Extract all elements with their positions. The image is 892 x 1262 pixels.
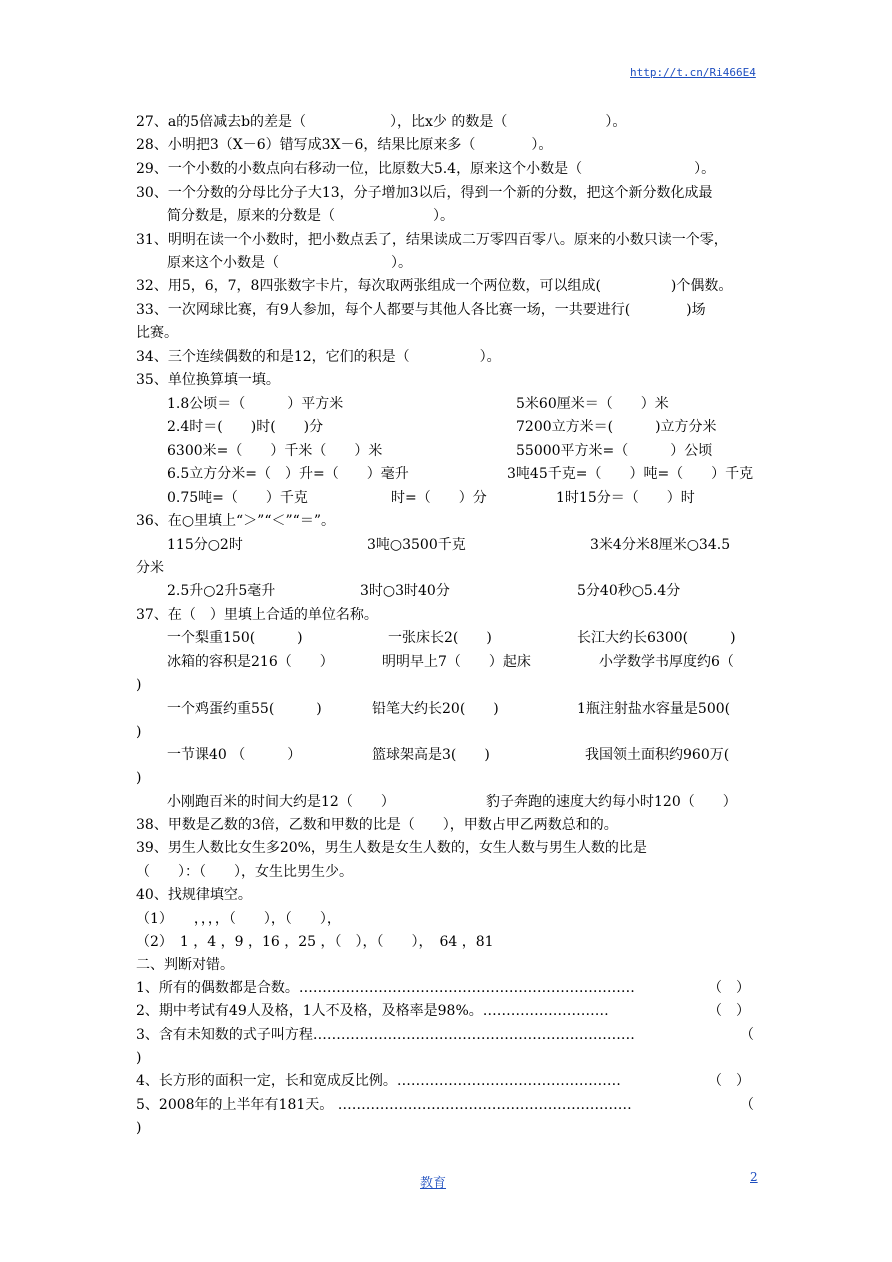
q37-item-wrap: ) <box>136 724 142 740</box>
q32: 32、用5，6，7，8四张数字卡片，每次取两张组成一个两位数，可以组成( )个偶数。 <box>136 278 733 294</box>
q31-line2: 原来这个小数是（ ）。 <box>167 255 412 271</box>
judge-item: 1、所有的偶数都是合数。……………………………………………………………… <box>136 980 635 996</box>
judge-bracket-wrap: ) <box>136 1120 142 1136</box>
q36-item: 3米4分米8厘米○34.5 <box>590 537 731 553</box>
judge-item: 5、2008年的上半年有181天。 ……………………………………………………… <box>136 1097 632 1113</box>
q40-item: （2） 1 ，4 ，9 ，16 ，25 ，（ ），（ ）， 64 ，81 <box>136 934 494 950</box>
q38: 38、甲数是乙数的3倍，乙数和甲数的比是（ ），甲数占甲乙两数总和的。 <box>136 817 618 833</box>
q35-item: 0.75吨=（ ）千克 <box>167 490 308 506</box>
q35-item: 3吨45千克=（ ）吨=（ ）千克 <box>507 466 754 482</box>
q36-item: 2.5升○2升5毫升 <box>167 583 276 599</box>
q35-item: 5米60厘米＝（ ）米 <box>516 396 669 412</box>
q36-item: 115分○2时 <box>167 537 243 553</box>
q37-item: 长江大约长6300( ) <box>577 630 736 646</box>
q36-title: 36、在○里填上“＞”“＜”“＝”。 <box>136 513 335 529</box>
q27: 27、a的5倍减去b的差是（ ），比x少 的数是（ ）。 <box>136 114 627 130</box>
header-link[interactable]: http://t.cn/Ri466E4 <box>630 66 756 79</box>
q39-line1: 39、男生人数比女生多20%，男生人数是女生人数的，女生人数与男生人数的比是 <box>136 840 647 856</box>
q37-item: 一个梨重150( ) <box>167 630 303 646</box>
q29: 29、一个小数的小数点向右移动一位，比原数大5.4，原来这个小数是（ ）。 <box>136 161 716 177</box>
q40-item: （1） ，，，，（ ），（ ）， <box>136 911 341 927</box>
q33-line2: 比赛。 <box>136 325 178 341</box>
q35-item: 1.8公顷＝（ ）平方米 <box>167 396 344 412</box>
q37-item: 明明早上7（ ）起床 <box>382 654 531 670</box>
judge-bracket: （ ） <box>708 1003 750 1019</box>
q31-line1: 31、明明在读一个小数时，把小数点丢了，结果读成二万零四百零八。原来的小数只读一个零， <box>136 232 728 248</box>
q35-item: 6300米=（ ）千米（ ）米 <box>167 443 383 459</box>
judge-item: 4、长方形的面积一定，长和宽成反比例。………………………………………… <box>136 1073 621 1089</box>
q37-item: 小学数学书厚度约6（ <box>599 654 734 670</box>
judge-item: 3、含有未知数的式子叫方程…………………………………………………………… <box>136 1027 635 1043</box>
q36-item: 3时○3时40分 <box>360 583 450 599</box>
footer-link[interactable]: 教育 <box>420 1176 447 1191</box>
judge-item: 2、期中考试有49人及格，1人不及格，及格率是98%。……………………… <box>136 1003 609 1019</box>
q37-item: 篮球架高是3( ) <box>372 747 490 763</box>
judge-bracket-wrap: ) <box>136 1050 142 1066</box>
judge-bracket: （ ） <box>708 1073 750 1089</box>
section-title: 二、判断对错。 <box>136 957 234 973</box>
q37-item: 我国领土面积约960万( <box>585 747 730 763</box>
q37-item-wrap: ) <box>136 677 142 693</box>
q34: 34、三个连续偶数的和是12，它们的积是（ ）。 <box>136 349 501 365</box>
q30-line1: 30、一个分数的分母比分子大13，分子增加3以后，得到一个新的分数，把这个新分数化成最 <box>136 185 713 201</box>
q37-item-wrap: ) <box>136 770 142 786</box>
q37-item: 1瓶注射盐水容量是500( <box>577 701 731 717</box>
q28: 28、小明把3（X－6）错写成3X－6，结果比原来多（ ）。 <box>136 137 553 153</box>
judge-bracket: （ <box>740 1027 754 1043</box>
q36-item-wrap: 分米 <box>136 560 164 576</box>
q33-line1: 33、一次网球比赛，有9人参加，每个人都要与其他人各比赛一场，一共要进行( )场 <box>136 302 706 318</box>
q35-item: 2.4时＝( )时( )分 <box>167 419 324 435</box>
q36-item: 3吨○3500千克 <box>367 537 466 553</box>
page-number[interactable]: 2 <box>750 1170 758 1184</box>
q39-line2: （ ）：（ ），女生比男生少。 <box>136 864 353 880</box>
q37-item: 一张床长2( ) <box>388 630 492 646</box>
q37-item: 豹子奔跑的速度大约每小时120（ ） <box>486 794 737 810</box>
q35-item: 55000平方米=（ ）公顷 <box>516 443 713 459</box>
q37-item: 小刚跑百米的时间大约是12（ ） <box>167 794 395 810</box>
q36-item: 5分40秒○5.4分 <box>577 583 681 599</box>
q37-item: 铅笔大约长20( ) <box>372 701 499 717</box>
q35-item: 7200立方米＝( )立方分米 <box>516 419 717 435</box>
q37-title: 37、在（ ）里填上合适的单位名称。 <box>136 607 378 623</box>
q35-item: 6.5立方分米=（ ）升=（ ）毫升 <box>167 466 409 482</box>
q35-item: 1时15分＝（ ）时 <box>556 490 695 506</box>
q37-item: 冰箱的容积是216（ ） <box>167 654 334 670</box>
judge-bracket: （ ） <box>708 980 750 996</box>
judge-bracket: （ <box>740 1097 754 1113</box>
q40-title: 40、找规律填空。 <box>136 887 252 903</box>
q35-item: 时=（ ）分 <box>391 490 487 506</box>
q30-line2: 简分数是，原来的分数是（ ）。 <box>167 208 454 224</box>
q37-item: 一个鸡蛋约重55( ) <box>167 701 322 717</box>
q35-title: 35、单位换算填一填。 <box>136 372 280 388</box>
q37-item: 一节课40 （ ） <box>167 747 302 763</box>
